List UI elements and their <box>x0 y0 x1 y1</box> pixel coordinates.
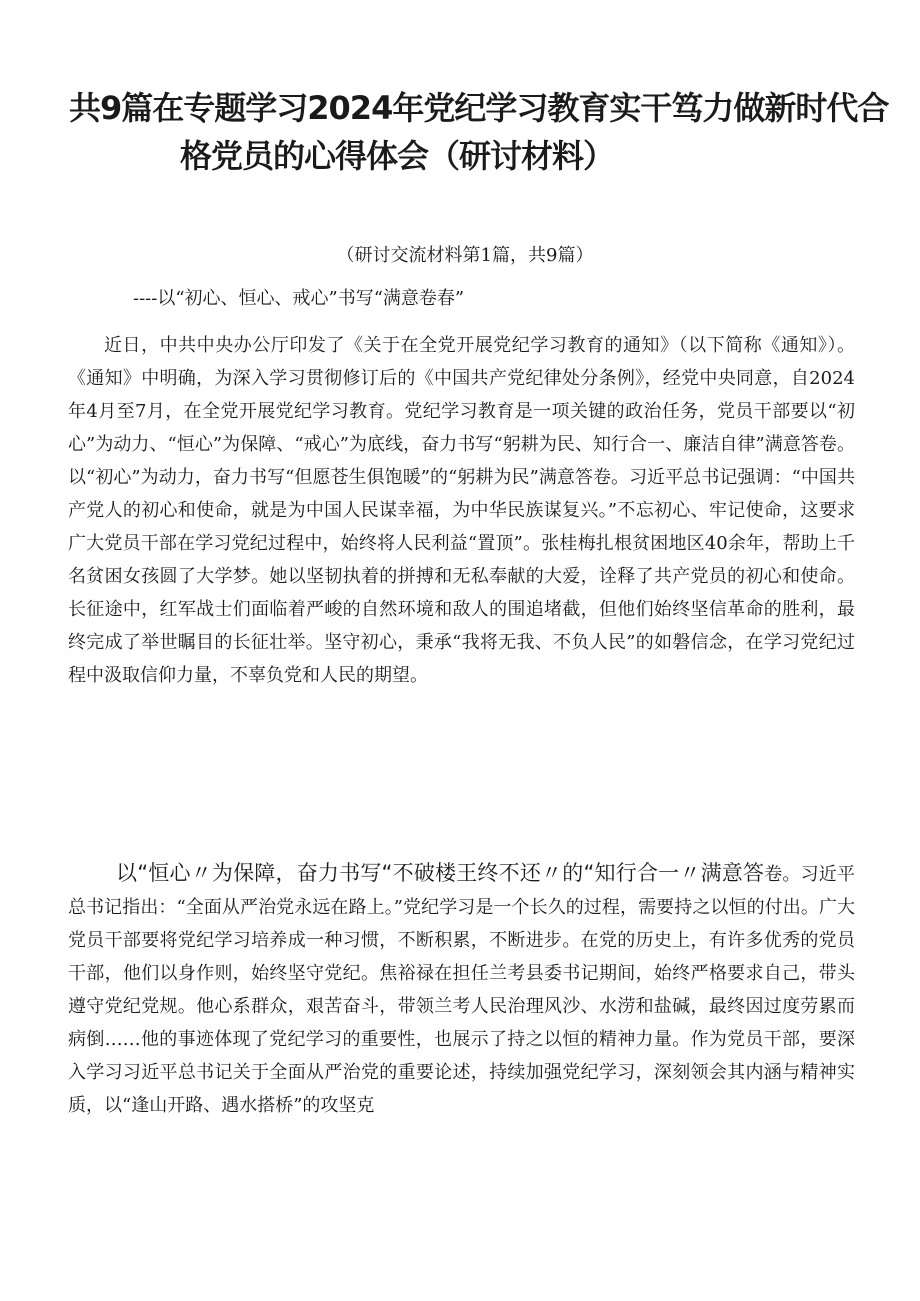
document-tagline: ----以“初心、恒心、戒心”书写“满意卷春” <box>133 288 465 309</box>
paragraph-2-lead: 以“恒心〃为保障，奋力书写“不破楼王终不还〃的“知行合一〃满意答 <box>116 861 765 885</box>
paragraph-2-text: 卷。习近平总书记指出：“全面从严治党永远在路上。”党纪学习是一个长久的过程，需要持之以恒的付出。广大党员干部要将党纪学习培养成一种习惯，不断积累，不断进步。在党的历史上，有许多优秀的党员干部，他们以身作则，始终坚守党纪。焦裕禄在担任兰考县委书记期间，始终严格要求自己，带头遵守党纪党规。他心系群众，艰苦奋斗，带领兰考人民治理风沙、水涝和盐碱，最终因过度劳累而病倒……他的事迹体现了党纪学习的重要性，也展示了持之以恒的精神力量。作为党员干部，要深入学习习近平总书记关于全面从严治党的重要论述，持续加强党纪学习，深刻领会其内涵与精神实质，以“逢山开路、遇水搭桥”的攻坚克 <box>68 864 856 1116</box>
title-line-1: 共9篇在专题学习2024年党纪学习教育实干笃力做新时代合 <box>69 89 889 127</box>
body-paragraph-1: 近日，中共中央办公厅印发了《关于在全党开展党纪学习教育的通知》（以下简称《通知》）。《通知》中明确，为深入学习贯彻修订后的《中国共产党纪律处分条例》，经党中央同意，自2024年4月至7月，在全党开展党纪学习教育。党纪学习教育是一项关键的政治任务，党员干部要以“初心”为动力、“恒心”为保障、“戒心”为底线，奋力书写“躬耕为民、知行合一、廉洁自律”满意答卷。以“初心”为动力，奋力书写“但愿苍生俱饱暖”的“躬耕为民”满意答卷。习近平总书记强调：“中国共产党人的初心和使命，就是为中国人民谋幸福，为中华民族谋复兴。”不忘初心、牢记使命，这要求广大党员干部在学习党纪过程中，始终将人民利益“置顶”。张桂梅扎根贫困地区40余年，帮助上千名贫困女孩圆了大学梦。她以坚韧执着的拼搏和无私奉献的大爱，诠释了共产党员的初心和使命。长征途中，红军战士们面临着严峻的自然环境和敌人的围追堵截，但他们始终坚信革命的胜利，最终完成了举世瞩目的长征壮举。坚守初心，秉承“我将无我、不负人民”的如磐信念，在学习党纪过程中汲取信仰力量，不辜负党和人民的期望。 <box>68 335 855 686</box>
document-subtitle: （研讨交流材料第1篇，共9篇） <box>336 245 594 266</box>
document-title <box>40 84 889 180</box>
body-paragraph-2 <box>68 857 855 1122</box>
title-line-2: 格党员的心得体会（研讨材料） <box>180 137 615 175</box>
